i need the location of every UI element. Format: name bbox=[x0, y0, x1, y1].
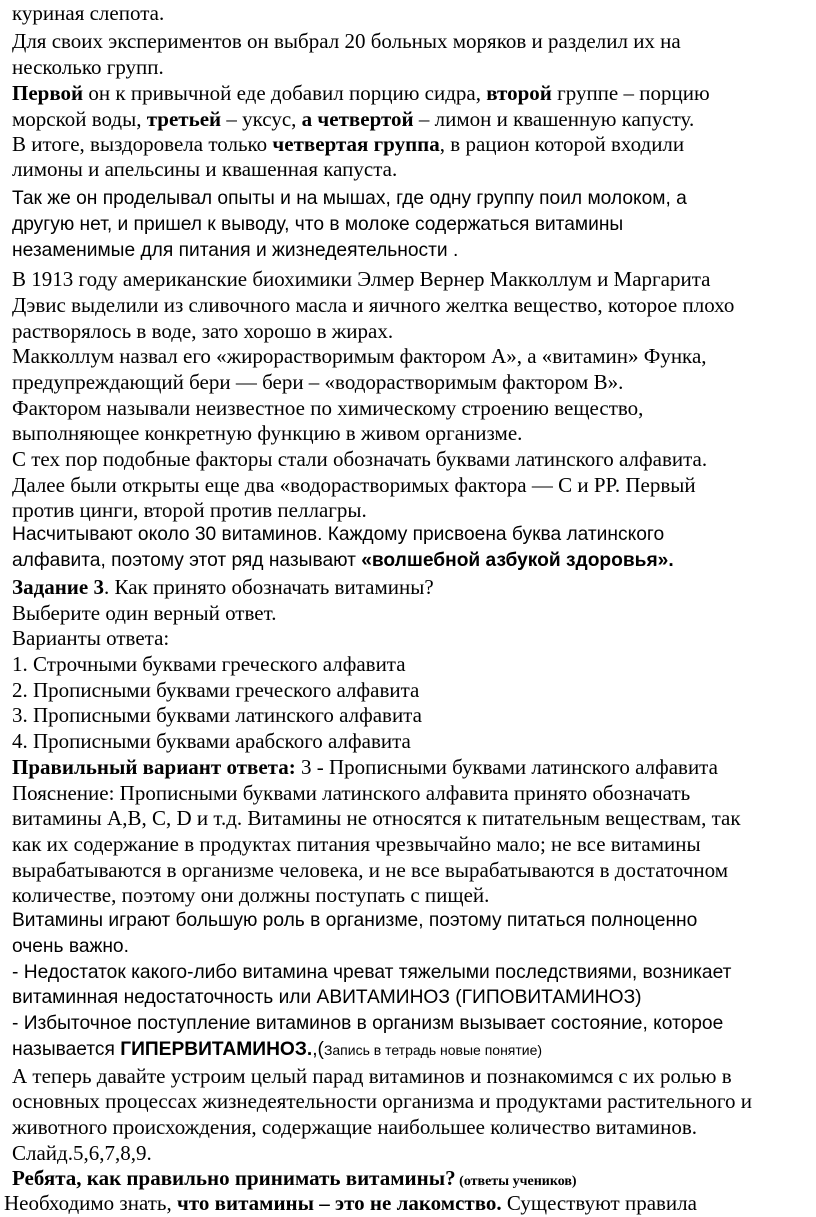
text-segment: Для своих экспериментов он выбрал 20 больных моряков и разделил их на bbox=[12, 29, 681, 53]
text-segment: 4. Прописными буквами арабского алфавита bbox=[12, 729, 411, 753]
text-segment: вырабатываются в организме человека, и не все вырабатываются в достаточном bbox=[12, 858, 729, 882]
line-41 bbox=[12, 1037, 808, 1063]
text-segment: Выберите один верный ответ. bbox=[12, 601, 277, 625]
text-segment: - Избыточное поступление витаминов в организм вызывает состояние, которое bbox=[12, 1013, 724, 1034]
line-28 bbox=[12, 702, 808, 728]
text-segment: ) bbox=[537, 1042, 543, 1058]
text-segment: четвертая группа bbox=[272, 132, 440, 156]
text-segment: морской воды, bbox=[12, 107, 147, 131]
text-segment: В итоге, выздоровела только bbox=[12, 132, 273, 156]
line-12 bbox=[12, 292, 808, 318]
text-segment: Витамины играют большую роль в организме, поэтому питаться полноценно bbox=[12, 910, 698, 931]
text-segment: А теперь давайте устроим целый парад витаминов и познакомимся с их ролью в bbox=[12, 1064, 732, 1088]
text-segment: Далее были открыты еще два «водорастворимых фактора — C и PP. Первый bbox=[12, 473, 696, 497]
line-36 bbox=[12, 908, 808, 934]
line-27 bbox=[12, 677, 808, 703]
text-segment: Насчитывают около 30 витаминов. Каждому присвоена буква латинского bbox=[12, 524, 665, 545]
line-37 bbox=[12, 934, 808, 960]
text-segment: Задание 3 bbox=[12, 575, 104, 599]
text-segment: против цинги, второй против пеллагры. bbox=[12, 498, 367, 522]
text-segment: Необходимо знать, bbox=[4, 1191, 177, 1215]
line-35 bbox=[12, 882, 808, 908]
text-segment: «волшебной азбукой здоровья». bbox=[361, 550, 674, 571]
line-39 bbox=[12, 985, 808, 1011]
text-segment: Пояснение: Прописными буквами латинского алфавита принято обозначать bbox=[12, 781, 691, 805]
text-segment: ,( bbox=[312, 1039, 324, 1060]
line-5 bbox=[12, 106, 808, 132]
text-segment: второй bbox=[486, 81, 552, 105]
text-segment: (ответы учеников) bbox=[455, 1174, 577, 1189]
line-10 bbox=[12, 238, 808, 264]
text-segment: как их содержание в продуктах питания чрезвычайно мало; не все витамины bbox=[12, 832, 701, 856]
line-13 bbox=[12, 318, 808, 344]
text-segment: третьей bbox=[146, 107, 222, 131]
text-segment: алфавита, поэтому этот ряд называют bbox=[12, 550, 362, 571]
line-42 bbox=[12, 1063, 808, 1089]
text-segment: он к привычной еде добавил порцию сидра, bbox=[83, 81, 487, 105]
text-segment: , в рацион которой входили bbox=[439, 132, 685, 156]
line-4 bbox=[12, 80, 808, 106]
text-segment: что витамины – это не лакомство. bbox=[177, 1191, 502, 1215]
text-segment: 3. Прописными буквами латинского алфавита bbox=[12, 703, 422, 727]
line-29 bbox=[12, 728, 808, 754]
line-23 bbox=[12, 574, 808, 600]
line-43 bbox=[12, 1088, 808, 1114]
line-38 bbox=[12, 960, 808, 986]
line-2 bbox=[12, 28, 808, 54]
line-22 bbox=[12, 548, 808, 574]
text-segment: предупреждающий бери — бери – «водорастворимым фактором B». bbox=[12, 370, 624, 394]
line-6 bbox=[12, 131, 808, 157]
text-segment: 1. Строчными буквами греческого алфавита bbox=[12, 652, 406, 676]
line-45 bbox=[12, 1140, 808, 1166]
line-21 bbox=[12, 522, 808, 548]
text-segment: Дэвис выделили из сливочного масла и яичного желтка вещество, которое плохо bbox=[12, 293, 735, 317]
text-segment: Правильный вариант ответа: bbox=[12, 755, 296, 779]
text-segment: группе – порцию bbox=[551, 81, 710, 105]
line-47 bbox=[4, 1190, 800, 1216]
text-segment: выполняющее конкретную функцию в живом организме. bbox=[12, 421, 523, 445]
text-segment: количестве, поэтому они должны поступать с пищей. bbox=[12, 883, 490, 907]
text-segment: витаминная недостаточность или АВИТАМИНОЗ (ГИПОВИТАМИНОЗ) bbox=[12, 987, 642, 1008]
text-segment: 2. Прописными буквами греческого алфавита bbox=[12, 678, 420, 702]
line-1 bbox=[12, 0, 808, 26]
text-segment: растворялось в воде, зато хорошо в жирах. bbox=[12, 319, 394, 343]
line-8 bbox=[12, 186, 808, 212]
text-segment: – уксус, bbox=[221, 107, 302, 131]
text-segment: Варианты ответа: bbox=[12, 626, 170, 650]
line-25 bbox=[12, 625, 808, 651]
text-segment: 3 - Прописными буквами латинского алфавита bbox=[295, 755, 718, 779]
text-segment: - Недостаток какого-либо витамина чреват тяжелыми последствиями, возникает bbox=[12, 962, 732, 983]
line-17 bbox=[12, 420, 808, 446]
line-7 bbox=[12, 156, 808, 182]
text-segment: Существуют правила bbox=[501, 1191, 697, 1215]
line-32 bbox=[12, 805, 808, 831]
text-segment: Запись в тетрадь новые понятие bbox=[323, 1042, 538, 1058]
line-16 bbox=[12, 395, 808, 421]
line-15 bbox=[12, 369, 808, 395]
line-19 bbox=[12, 472, 808, 498]
text-segment: а четвертой bbox=[301, 107, 414, 131]
text-segment: . Как принято обозначать витамины? bbox=[103, 575, 434, 599]
text-segment: ГИПЕРВИТАМИНОЗ. bbox=[120, 1039, 313, 1060]
line-40 bbox=[12, 1011, 808, 1037]
text-segment: Ребята, как правильно принимать витамины? bbox=[12, 1166, 456, 1190]
line-30 bbox=[12, 754, 808, 780]
text-segment: – лимон и квашенную капусту. bbox=[413, 107, 695, 131]
text-segment: основных процессах жизнедеятельности организма и продуктами растительного и bbox=[12, 1089, 752, 1113]
text-segment: очень важно. bbox=[12, 936, 129, 957]
text-segment: Фактором называли неизвестное по химическому строению вещество, bbox=[12, 396, 644, 420]
line-31 bbox=[12, 780, 808, 806]
line-14 bbox=[12, 343, 808, 369]
line-34 bbox=[12, 857, 808, 883]
line-24 bbox=[12, 600, 808, 626]
text-segment: Слайд.5,6,7,8,9. bbox=[12, 1141, 152, 1165]
line-26 bbox=[12, 651, 808, 677]
text-segment: незаменимые для питания и жизнедеятельности . bbox=[12, 240, 459, 261]
text-segment: Так же он проделывал опыты и на мышах, где одну группу поил молоком, а bbox=[12, 188, 687, 209]
text-segment: лимоны и апельсины и квашенная капуста. bbox=[12, 157, 398, 181]
text-segment: другую нет, и пришел к выводу, что в молоке содержаться витамины bbox=[12, 214, 624, 235]
line-20 bbox=[12, 497, 808, 523]
text-segment: Первой bbox=[12, 81, 84, 105]
text-segment: куриная слепота. bbox=[12, 1, 165, 25]
text-segment: животного происхождения, содержащие наибольшее количество витаминов. bbox=[12, 1115, 698, 1139]
line-3 bbox=[12, 54, 808, 80]
line-44 bbox=[12, 1114, 808, 1140]
line-18 bbox=[12, 446, 808, 472]
text-segment: несколько групп. bbox=[12, 55, 164, 79]
text-segment: В 1913 году американские биохимики Элмер Вернер Макколлум и Маргарита bbox=[12, 267, 711, 291]
text-segment: Макколлум назвал его «жирорастворимым фактором A», а «витамин» Функа, bbox=[12, 344, 707, 368]
line-33 bbox=[12, 831, 808, 857]
text-segment: называется bbox=[12, 1039, 121, 1060]
line-11 bbox=[12, 266, 808, 292]
text-segment: витамины А,В, С, D и т.д. Витамины не относятся к питательным веществам, так bbox=[12, 806, 741, 830]
text-segment: С тех пор подобные факторы стали обозначать буквами латинского алфавита. bbox=[12, 447, 708, 471]
line-9 bbox=[12, 212, 808, 238]
